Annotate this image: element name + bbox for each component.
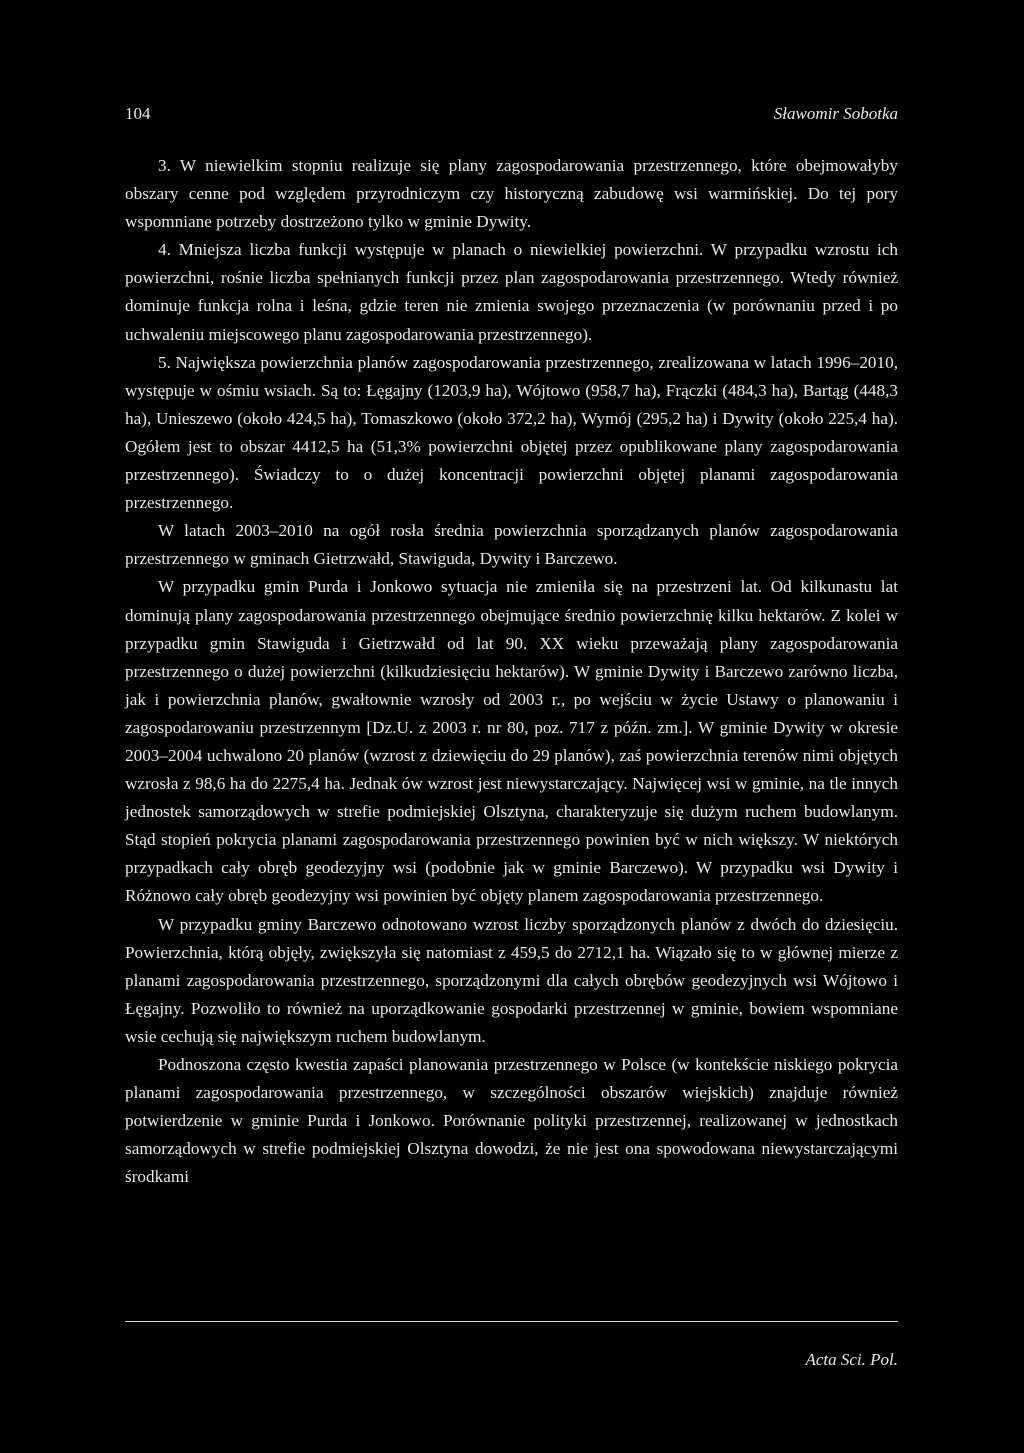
page-header [125, 104, 898, 128]
paragraph-point-5: 5. Największa powierzchnia planów zagospodarowania przestrzennego, zrealizowana w latach 1996–2010, występuje w ośmiu wsiach. Są to: Łęgajny (1203,9 ha), Wójtowo (958,7 ha), Frączki (484,3 ha), Bartąg (448,3 ha), Unieszewo (około 424,5 ha), Tomaszkowo (około 372,2 ha), Wymój (295,2 ha) i Dywity (około 225,4 ha). Ogółem jest to obszar 4412,5 ha (51,3% powierzchni objętej przez opublikowane plany zagospodarowania przestrzennego). Świadczy to o dużej koncentracji powierzchni objętej planami zagospodarowania przestrzennego. [125, 352, 898, 513]
paragraph-barczewo: W przypadku gminy Barczewo odnotowano wzrost liczby sporządzonych planów z dwóch do dziesięciu. Powierzchnia, którą objęły, zwiększyła się natomiast z 459,5 do 2712,1 ha. Wiązało się to w głównej mierze z planami zagospodarowania przestrzennego, sporządzonymi dla całych obrębów geodezyjnych wsi Wójtowo i Łęgajny. Pozwoliło to również na uporządkowanie gospodarki przestrzennej w gminie, bowiem wspomniane wsie cechują się największym ruchem budowlanym. [125, 914, 898, 1046]
paragraph-planning-crisis: Podnoszona często kwestia zapaści planowania przestrzennego w Polsce (w kontekście niskiego pokrycia planami zagospodarowania przestrzennego, w szczególności obszarów wiejskich) znajduje również potwierdzenie w gminie Purda i Jonkowo. Porównanie polityki przestrzennej, realizowanej w jednostkach samorządowych w strefie podmiejskiej Olsztyna dowodzi, że nie jest ona spowodowana niewystarczającymi środkami [125, 1055, 898, 1187]
paragraph-point-4: 4. Mniejsza liczba funkcji występuje w planach o niewielkiej powierzchni. W przypadku wzrostu ich powierzchni, rośnie liczba spełnianych funkcji przez plan zagospodarowania przestrzennego. Wtedy również dominuje funkcja rolna i leśna, gdzie teren nie zmienia swojego przeznaczenia (w porównaniu przed i po uchwaleniu miejscowego planu zagospodarowania przestrzennego). [125, 240, 898, 344]
body-text [125, 152, 898, 1191]
footer-divider [125, 1321, 898, 1322]
running-head-author: Sławomir Sobotka [773, 104, 898, 123]
paragraph-point-3: 3. W niewielkim stopniu realizuje się plany zagospodarowania przestrzennego, które obejmowałyby obszary cenne pod względem przyrodniczym czy historyczną zabudowę wsi warmińskiej. Do tej pory wspomniane potrzeby dostrzeżono tylko w gminie Dywity. [125, 156, 898, 232]
page-number: 104 [125, 104, 151, 123]
footer-journal-name: Acta Sci. Pol. [805, 1350, 898, 1369]
paragraph-2003-2010: W latach 2003–2010 na ogół rosła średnia powierzchnia sporządzanych planów zagospodarowania przestrzennego w gminach Gietrzwałd, Stawiguda, Dywity i Barczewo. [125, 521, 898, 569]
paragraph-purda-jonkowo: W przypadku gmin Purda i Jonkowo sytuacja nie zmieniła się na przestrzeni lat. Od kilkunastu lat dominują plany zagospodarowania przestrzennego obejmujące średnio powierzchnię kilku hektarów. Z kolei w przypadku gmin Stawiguda i Gietrzwałd od lat 90. XX wieku przeważają plany zagospodarowania przestrzennego o dużej powierzchni (kilkudziesięciu hektarów). W gminie Dywity i Barczewo zarówno liczba, jak i powierzchnia planów, gwałtownie wzrosły od 2003 r., po wejściu w życie Ustawy o planowaniu i zagospodarowaniu przestrzennym [Dz.U. z 2003 r. nr 80, poz. 717 z późn. zm.]. W gminie Dywity w okresie 2003–2004 uchwalono 20 planów (wzrost z dziewięciu do 29 planów), zaś powierzchnia terenów nimi objętych wzrosła z 98,6 ha do 2275,4 ha. Jednak ów wzrost jest niewystarczający. Najwięcej wsi w gminie, na tle innych jednostek samorządowych w strefie podmiejskiej Olsztyna, charakteryzuje się dużym ruchem budowlanym. Stąd stopień pokrycia planami zagospodarowania przestrzennego powinien być w nich większy. W niektórych przypadkach cały obręb geodezyjny wsi (podobnie jak w gminie Barczewo). W przypadku wsi Dywity i Różnowo cały obręb geodezyjny wsi powinien być objęty planem zagospodarowania przestrzennego. [125, 577, 898, 906]
